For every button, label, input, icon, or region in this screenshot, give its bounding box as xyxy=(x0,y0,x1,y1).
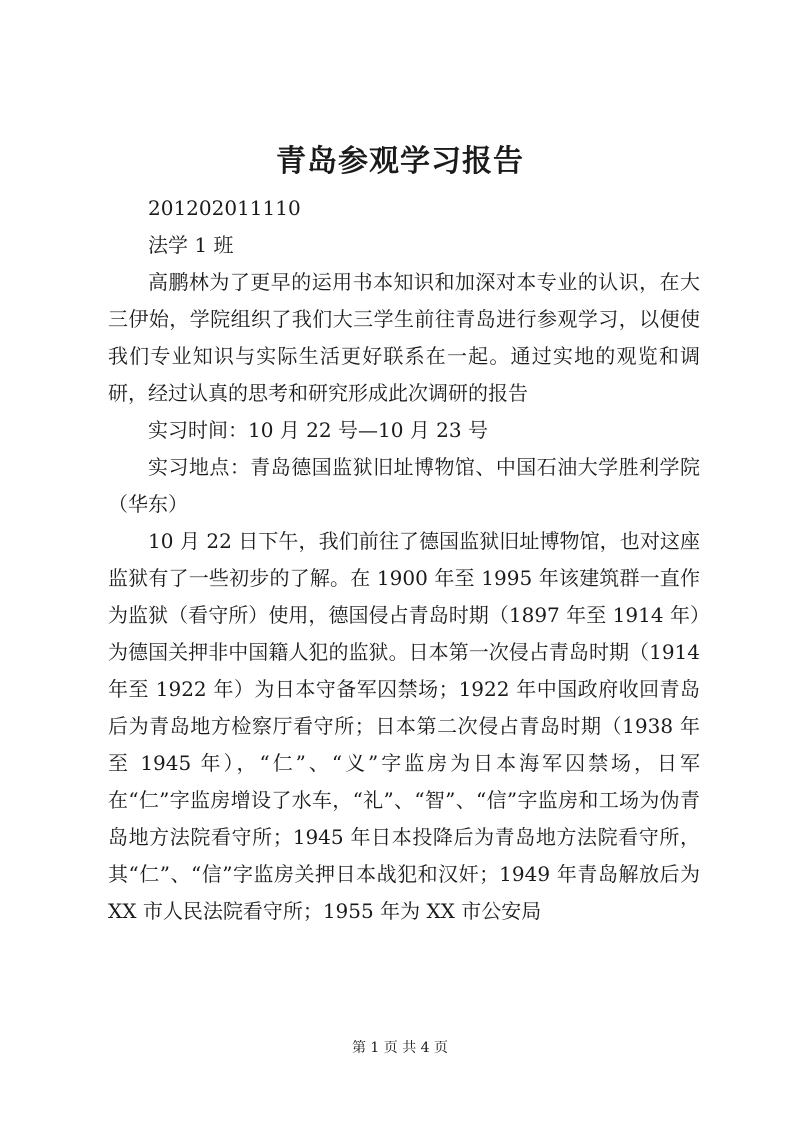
internship-location: 实习地点：青岛德国监狱旧址博物馆、中国石油大学胜利学院（华东） xyxy=(108,455,700,516)
student-id: 201202011110 xyxy=(148,196,301,220)
class-name: 法学 1 班 xyxy=(148,233,234,257)
page-number-footer: 第 1 页 共 4 页 xyxy=(351,1040,449,1056)
paragraph-intro: 高鹏林为了更早的运用书本知识和加深对本专业的认识，在大三伊始，学院组织了我们大三学生前往青岛进行参观学习，以便使我们专业知识与实际生活更好联系在一起。通过实地的观览和调研，经过认真的思考和研究形成此次调研的报告 xyxy=(108,270,700,405)
document-title: 青岛参观学习报告 xyxy=(276,144,524,179)
paragraph-prison-history: 10 月 22 日下午，我们前往了德国监狱旧址博物馆，也对这座监狱有了一些初步的了解。在 1900 年至 1995 年该建筑群一直作为监狱（看守所）使用，德国侵占青岛时期（1897 年至 1914 年）为德国关押非中国籍人犯的监狱。日本第一次侵占青岛时期（1914 年至 1922 年）为日本守备军囚禁场；1922 年中国政府收回青岛后为青岛地方检察厅看守所；日本第二次侵占青岛时期（1938 年至 1945 年），“仁”、“义”字监房为日本海军囚禁场，日军在“仁”字监房增设了水车，“礼”、“智”、“信”字监房和工场为伪青岛地方法院看守所；1945 年日本投降后为青岛地方法院看守所，其“仁”、“信”字监房关押日本战犯和汉奸；1949 年青岛解放后为 XX 市人民法院看守所；1955 年为 XX 市公安局 xyxy=(108,529,700,923)
internship-time: 实习时间：10 月 22 号—10 月 23 号 xyxy=(148,418,488,442)
document-body xyxy=(108,190,700,930)
